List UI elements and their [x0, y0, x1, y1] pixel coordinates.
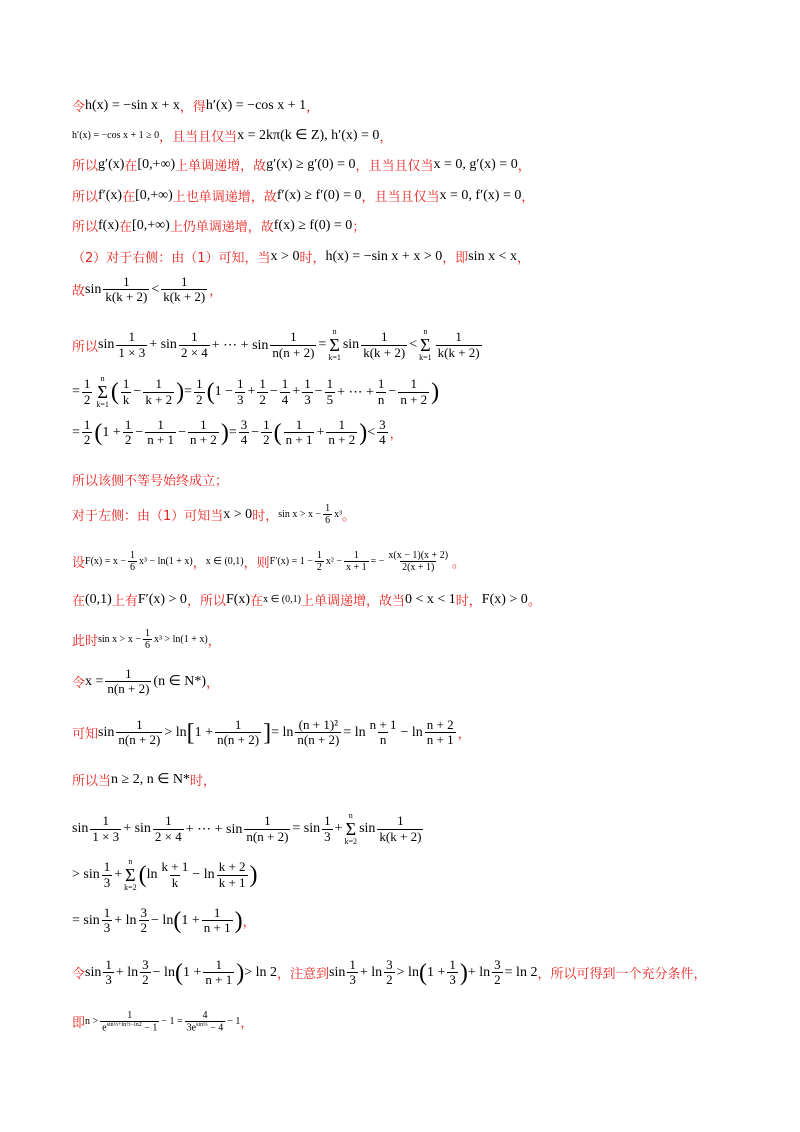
- fraction: $\frac{1}{2}$: [124, 417, 132, 448]
- fraction: $\frac{1}{2}$: [83, 417, 91, 448]
- fraction: $\frac{1}{n + 1}$: [205, 957, 233, 988]
- fraction: $\frac{1}{2}$: [83, 376, 91, 407]
- line-13: 设 F(x) = x − $\frac{1}{6}$ x³ − ln(1 + x) ， x ∈ (0,1) ，则 F′(x) = 1 − $\frac{1}{2}$ x² − $\frac{1}{x + 1}$ = − $\frac{x(x - 1)(x + 2)}{2(x + 1)}$ 。: [72, 550, 466, 573]
- fraction: $\frac{1}{6}$: [325, 503, 331, 526]
- line-7: 故 sin $\frac{1}{k(k + 2)}$ < $\frac{1}{k(k + 2)}$ ，: [72, 274, 223, 305]
- fraction: $\frac{k + 1}{k}$: [161, 859, 189, 890]
- fraction: $\frac{1}{n(n + 2)}$: [246, 813, 289, 844]
- fraction: $\frac{3}{4}$: [240, 417, 248, 448]
- sum-symbol: n Σ k=2: [344, 811, 358, 846]
- fraction: $\frac{1}{k(k + 2)}$: [437, 329, 480, 360]
- line-15: 此时 sin x > x − $\frac{1}{6}$ x³ > ln(1 + x) ，: [72, 628, 221, 651]
- fraction: $\frac{1}{3}$: [103, 859, 111, 890]
- fraction: $\frac{x(x - 1)(x + 2)}{2(x + 1)}$: [388, 550, 449, 573]
- fraction: $\frac{\text{(n + 1)²}}{n(n + 2)}$: [297, 717, 340, 748]
- line-5: 所以 f(x) 在 [0,+∞) 上仍单调递增，故 f(x) ≥ f(0) = 0 ；: [72, 217, 366, 235]
- fraction: $\frac{1}{n + 2}$: [189, 417, 217, 448]
- fraction: $\frac{1}{n(n + 2)}$: [118, 717, 161, 748]
- line-18: 所以当 n ≥ 2, n ∈ N* 时，: [72, 772, 217, 789]
- line-3: 所以 g′(x) 在 [0,+∞) 上单调递增，故 g′(x) ≥ g′(0) = 0 ，且当且仅当 x = 0, g′(x) = 0 ，: [72, 156, 531, 174]
- line-8: 所以 sin $\frac{1}{1 \times 3}$ + sin $\frac{1}{2 \times 4}$ + ⋯ + sin $\frac{1}{n(n + 2)}$ = n Σ k=1 sin $\frac{1}{k(k + 2)}$ < n Σ k=1 $\frac{1}{k(k + 2)}$: [72, 327, 480, 362]
- fraction: $\frac{1}{n + 1}$: [147, 417, 175, 448]
- fraction: $\frac{1}{k}$: [122, 376, 130, 407]
- fraction: $\frac{1}{k(k + 2)}$: [379, 813, 422, 844]
- line-17: 可知 sin $\frac{1}{n(n + 2)}$ > ln [ 1 + $\frac{1}{n(n + 2)}$ ] = ln $\frac{\text{(n + 1)²}}{n(n + 2)}$ = ln $\frac{n + 1}{n}$ − ln $\frac{n + 2}{n + 1}$ ，: [72, 717, 471, 748]
- sum-symbol: n Σ k=1: [328, 327, 341, 362]
- fraction: $\frac{1}{1 \times 3}$: [118, 329, 146, 360]
- fraction: $\frac{1}{e^{sin\frac{1}{3}+ln\frac{1}{2}-ln2} - 1}$: [102, 1010, 158, 1034]
- line-19: sin $\frac{1}{1 \times 3}$ + sin $\frac{1}{2 \times 4}$ + ⋯ + sin $\frac{1}{n(n + 2)}$ = sin $\frac{1}{3}$ + n Σ k=2 sin $\frac{1}{k(k + 2)}$: [72, 811, 422, 846]
- fraction: $\frac{1}{3}$: [349, 957, 356, 988]
- fraction: $\frac{n + 2}{n + 1}$: [426, 717, 454, 748]
- fraction: $\frac{3}{2}$: [140, 905, 148, 936]
- fraction: $\frac{1}{k + 2}$: [145, 376, 173, 407]
- fraction: $\frac{3}{2}$: [142, 957, 149, 988]
- fraction: $\frac{1}{3}$: [304, 376, 311, 407]
- fraction: $\frac{3}{2}$: [386, 957, 393, 988]
- line-4: 所以 f′(x) 在 [0,+∞) 上也单调递增，故 f′(x) ≥ f′(0) = 0 ，且当且仅当 x = 0, f′(x) = 0 ，: [72, 187, 535, 205]
- line-9: = $\frac{1}{2}$ n Σ k=1 ( $\frac{1}{k}$ − $\frac{1}{k + 2}$ ) = $\frac{1}{2}$ ( 1 − $\frac{1}{3}$ + $\frac{1}{2}$ − $\frac{1}{4}$ + $\frac{1}{3}$ − $\frac{1}{5}$ + ⋯ + $\frac{1}{n}$ − $\frac{1}{n + 2}$ ): [72, 374, 440, 409]
- fraction: $\frac{1}{n(n + 2)}$: [272, 329, 315, 360]
- sum-symbol: n Σ k=2: [124, 857, 137, 892]
- fraction: $\frac{1}{5}$: [326, 376, 334, 407]
- line-20: > sin $\frac{1}{3}$ + n Σ k=2 ( ln $\frac{k + 1}{k}$ − ln $\frac{k + 2}{k + 1}$ ): [72, 857, 258, 892]
- fraction: $\frac{3}{4}$: [379, 417, 386, 448]
- line-12: 对于左侧：由（1）可知当 x > 0 时， sin x > x − $\frac{1}{6}$ x³ 。: [72, 503, 356, 526]
- fraction: $\frac{n + 1}{n}$: [369, 717, 397, 748]
- fraction: $\frac{4}{3e^{sin\frac{1}{3}} - 4}$: [186, 1010, 224, 1034]
- fraction: $\frac{1}{n + 1}$: [285, 417, 313, 448]
- fraction: $\frac{1}{3}$: [324, 813, 331, 844]
- fraction: $\frac{3}{2}$: [494, 957, 501, 988]
- fraction: $\frac{1}{6}$: [144, 628, 150, 651]
- fraction: $\frac{1}{3}$: [449, 957, 456, 988]
- fraction: $\frac{1}{3}$: [105, 957, 112, 988]
- sum-symbol: n Σ k=1: [96, 374, 109, 409]
- line-1: 令 h(x) = −sin x + x ，得 h′(x) = −cos x + 1 ，: [72, 97, 320, 115]
- fraction: $\frac{1}{3}$: [236, 376, 244, 407]
- fraction: $\frac{1}{n(n + 2)}$: [107, 666, 150, 697]
- fraction: $\frac{1}{n}$: [377, 376, 385, 407]
- fraction: $\frac{1}{2 \times 4}$: [180, 329, 208, 360]
- fraction: $\frac{1}{6}$: [130, 550, 136, 573]
- line-11: 所以该侧不等号始终成立；: [72, 474, 229, 489]
- fraction: $\frac{1}{x + 1}$: [346, 550, 367, 573]
- line-21: = sin $\frac{1}{3}$ + ln $\frac{3}{2}$ − ln ( 1 + $\frac{1}{n + 1}$ ) ，: [72, 905, 256, 936]
- fraction: $\frac{k + 2}{k + 1}$: [218, 859, 246, 890]
- fraction: $\frac{1}{2}$: [196, 376, 203, 407]
- line-6: （2）对于右侧：由（1）可知，当 x > 0 时， h(x) = −sin x + x > 0 ，即 sin x < x ，: [72, 248, 530, 266]
- line-16: 令 x = $\frac{1}{n(n + 2)}$ (n ∈ N*) ，: [72, 666, 220, 697]
- fraction: $\frac{1}{2}$: [259, 376, 266, 407]
- line-22: 令 sin $\frac{1}{3}$ + ln $\frac{3}{2}$ − ln ( 1 + $\frac{1}{n + 1}$ ) > ln 2 ，注意到 sin $\frac{1}{3}$ + ln $\frac{3}{2}$ > ln ( 1 + $\frac{1}{3}$ ) + ln $\frac{3}{2}$ = ln 2 ，所以可得到一个充分条件，: [72, 957, 707, 988]
- fraction: $\frac{1}{4}$: [281, 376, 289, 407]
- sum-symbol: n Σ k=1: [419, 327, 432, 362]
- line-2: h′(x) = −cos x + 1 ≥ 0 ，且当且仅当 x = 2kπ(k ∈ Z), h′(x) = 0 ，: [72, 128, 393, 145]
- line-10: = $\frac{1}{2}$ ( 1 + $\frac{1}{2}$ − $\frac{1}{n + 1}$ − $\frac{1}{n + 2}$ ) = $\frac{3}{4}$ − $\frac{1}{2}$ ( $\frac{1}{n + 1}$ + $\frac{1}{n + 2}$ ) < $\frac{3}{4}$ ，: [72, 417, 403, 448]
- fraction: $\frac{1}{k(k + 2)}$: [363, 329, 406, 360]
- fraction: $\frac{1}{1 \times 3}$: [92, 813, 120, 844]
- fraction: $\frac{1}{3}$: [103, 905, 111, 936]
- fraction: $\frac{1}{n + 2}$: [400, 376, 428, 407]
- fraction: $\frac{1}{n + 1}$: [203, 905, 231, 936]
- fraction: $\frac{1}{2}$: [263, 417, 270, 448]
- fraction: $\frac{1}{n(n + 2)}$: [217, 717, 260, 748]
- fraction: $\frac{1}{2 \times 4}$: [154, 813, 182, 844]
- line-23: 即 n > $\frac{1}{e^{sin\frac{1}{3}+ln\frac{1}{2}-ln2} - 1}$ − 1 = $\frac{4}{3e^{sin\frac{1}{3}} - 4}$ − 1 ，: [72, 1010, 254, 1034]
- fraction: $\frac{1}{n + 2}$: [328, 417, 356, 448]
- line-14: 在 (0,1) 上有 F′(x) > 0 ，所以 F(x) 在 x ∈ (0,1) 上单调递增，故当 0 < x < 1 时， F(x) > 0 。: [72, 591, 541, 609]
- fraction: $\frac{1}{2}$: [316, 550, 322, 573]
- fraction: $\frac{1}{k(k + 2)}$: [105, 274, 148, 305]
- fraction: $\frac{1}{k(k + 2)}$: [163, 274, 206, 305]
